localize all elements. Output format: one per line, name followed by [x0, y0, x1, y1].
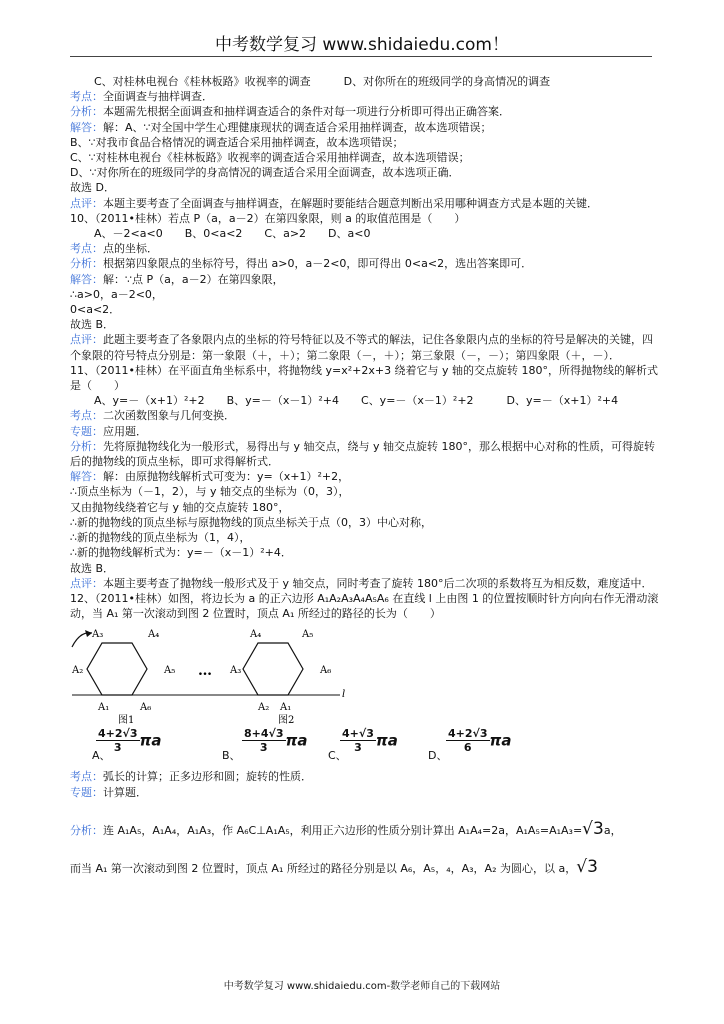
fig1-a3: A₃	[92, 629, 104, 641]
fig1-caption: 图1	[118, 715, 135, 727]
fig1-a5: A₅	[164, 665, 176, 677]
hexagon-fig2	[243, 643, 303, 695]
fig1-a4: A₄	[148, 629, 160, 641]
q11-jieda-2: ∴顶点坐标为（－1，2），与 y 轴交点的坐标为（0，3），	[70, 485, 350, 499]
label-kaodian: 考点：	[70, 90, 103, 104]
q12-option-b-fraction: $\frac{8+4√3}{3}$	[244, 727, 284, 755]
q11-options: A、y=－（x+1）²+2 B、y=－（x－1）²+4 C、y=－（x－1）²+2 D、y=－（x+1）²+4	[94, 394, 619, 408]
q12-option-a-fraction: $\frac{4+2√3}{3}$	[98, 727, 138, 755]
q11-jieda-3: 又由抛物线绕着它与 y 轴的交点旋转 180°，	[70, 500, 290, 514]
q11-stem: 11、（2011•桂林）在平面直角坐标系中，将抛物线 y=x²+2x+3 绕着它与 y 轴的交点旋转 180°，所得抛物线的解析式是（ ）	[70, 363, 659, 393]
q9-kaodian: 全面调查与抽样调查．	[103, 90, 213, 104]
q10-jieda-1: 解：∵点 P（a，a－2）在第四象限，	[103, 272, 284, 286]
q12-option-d-pia: πa	[489, 731, 512, 750]
q9-fenxi: 本题需先根据全面调查和抽样调查适合的条件对每一项进行分析即可得出正确答案．	[103, 105, 510, 119]
q10-options: A、－2<a<0 B、0<a<2 C、a>2 D、a<0	[94, 227, 371, 241]
q12-option-c-label: C、	[328, 749, 347, 763]
q10-kaodian: 点的坐标．	[103, 242, 158, 256]
q12-fenxi-sqrt3: √3	[582, 818, 604, 839]
label-jieda: 解答：	[70, 120, 103, 134]
label-dianping: 点评：	[70, 333, 103, 347]
label-fenxi: 分析：	[70, 823, 103, 837]
fig1-a6: A₆	[140, 702, 152, 714]
q12-fenxi-end: a，	[603, 823, 622, 837]
hexagon-diagram	[70, 625, 370, 727]
label-zhuanti: 专题：	[70, 424, 103, 438]
fig2-a2: A₂	[258, 702, 270, 714]
q9-dianping: 本题主要考查了全面调查与抽样调查，在解题时要能结合题意判断出采用哪种调查方式是本题的关键．	[103, 196, 598, 210]
q12-options	[70, 727, 660, 761]
page-header: 中考数学复习 www.shidaiedu.com！	[215, 35, 509, 55]
label-fenxi: 分析：	[70, 257, 103, 271]
q9-line-b: B、∵对我市食品合格情况的调查适合采用抽样调查，故本选项错误；	[70, 135, 404, 149]
q10-choice: 故选 B．	[70, 318, 115, 332]
q11-kaodian: 二次函数图象与几何变换．	[103, 409, 235, 423]
q9-line-d: D、∵对你所在的班级同学的身高情况的调查适合采用全面调查，故本选项正确．	[70, 166, 460, 180]
label-kaodian: 考点：	[70, 770, 103, 784]
q11-dianping: 本题主要考查了抛物线一般形式及于 y 轴交点，同时考查了旋转 180°后二次项的系数将互为相反数，难度适中．	[103, 576, 653, 590]
fig2-a1: A₁	[280, 702, 292, 714]
fig2-caption: 图2	[278, 715, 295, 727]
figure-dots: …	[198, 663, 212, 680]
q10-jieda-2: ∴a>0，a－2<0，	[70, 287, 163, 301]
label-kaodian: 考点：	[70, 242, 103, 256]
q11-jieda-5: ∴新的抛物线的顶点坐标为（1，4），	[70, 531, 251, 545]
q10-dianping: 此题主要考查了各象限内点的坐标的符号特征以及不等式的解法，记住各象限内点的坐标的符号是解决的关键，四个象限的符号特点分别是：第一象限（＋，＋）；第二象限（－，＋）；第三象限（－，－）；第四象限（＋，－）．	[70, 333, 653, 362]
q12-last-line: 而当 A₁ 第一次滚动到图 2 位置时，顶点 A₁ 所经过的路径分别是以 A₆，A₅，₄，A₃，A₂ 为圆心，以 a，	[70, 861, 577, 875]
q12-last-sqrt3: √3	[576, 856, 598, 877]
q12-option-c-pia: πa	[375, 731, 398, 750]
q11-zhuanti: 应用题．	[103, 424, 147, 438]
q9-line-c: C、∵对桂林电视台《桂林板路》收视率的调查适合采用抽样调查，故本选项错误；	[70, 151, 470, 165]
fig2-a3: A₃	[230, 665, 242, 677]
q10-fenxi: 根据第四象限点的坐标符号，得出 a>0，a－2<0，即可得出 0<a<2，选出答案即可．	[103, 257, 533, 271]
q12-option-b-pia: πa	[285, 731, 308, 750]
q9-jieda-a: 解：A、∵对全国中学生心理健康现状的调查适合采用抽样调查，故本选项错误；	[103, 120, 492, 134]
q11-fenxi: 先将原抛物线化为一般形式，易得出与 y 轴交点，绕与 y 轴交点旋转 180°，那么根据中心对称的性质，可得旋转后的抛物线的顶点坐标，即可求得解析式．	[70, 439, 655, 469]
fig2-a6: A₆	[320, 665, 332, 677]
label-fenxi: 分析：	[70, 439, 103, 453]
q9-choice: 故选 D．	[70, 181, 115, 195]
header-divider	[70, 56, 652, 57]
q11-jieda-4: ∴新的抛物线的顶点坐标与原抛物线的顶点坐标关于点（0，3）中心对称，	[70, 515, 432, 529]
q12-option-a-label: A、	[92, 749, 111, 763]
document-body	[70, 74, 660, 876]
label-dianping: 点评：	[70, 196, 103, 210]
q12-option-d-label: D、	[428, 749, 448, 763]
q11-choice: 故选 B．	[70, 561, 115, 575]
hexagon-fig1	[87, 643, 147, 695]
q12-option-c-fraction: $\frac{4+√3}{3}$	[342, 727, 374, 755]
label-fenxi: 分析：	[70, 105, 103, 119]
q12-option-d-fraction: $\frac{4+2√3}{6}$	[448, 727, 488, 755]
q10-stem: 10、（2011•桂林）若点 P（a，a－2）在第四象限，则 a 的取值范围是（ ）	[70, 211, 466, 225]
q12-stem: 12、（2011•桂林）如图，将边长为 a 的正六边形 A₁A₂A₃A₄A₅A₆ 在直线 l 上由图 1 的位置按顺时针方向向右作无滑动滚动，当 A₁ 第一次滚动到图 2 位置时，顶点 A₁ 所经过的路径的长为（ ）	[70, 591, 659, 621]
page-footer: 中考数学复习 www.shidaiedu.com-数学老师自己的下载网站	[223, 981, 501, 992]
q10-jieda-3: 0<a<2．	[70, 303, 121, 317]
fig2-a5: A₅	[302, 629, 314, 641]
label-jieda: 解答：	[70, 272, 103, 286]
q12-option-b-label: B、	[222, 749, 241, 763]
label-zhuanti: 专题：	[70, 785, 103, 799]
hexagon-figure	[70, 625, 660, 727]
fig1-a1: A₁	[98, 702, 110, 714]
q12-zhuanti: 计算题．	[103, 785, 147, 799]
label-dianping: 点评：	[70, 576, 103, 590]
q11-jieda-6: ∴新的抛物线解析式为：y=－（x－1）²+4．	[70, 546, 292, 560]
q12-kaodian: 弧长的计算；正多边形和圆；旋转的性质．	[103, 770, 312, 784]
q9-options-cd: C、对桂林电视台《桂林板路》收视率的调查 D、对你所在的班级同学的身高情况的调查	[94, 75, 551, 88]
line-l-label: l	[342, 689, 346, 701]
q12-fenxi: 连 A₁A₅，A₁A₄，A₁A₃，作 A₆C⊥A₁A₅，利用正六边形的性质分别计算出 A₁A₄=2a，A₁A₅=A₁A₃=	[103, 823, 583, 837]
q11-jieda-1: 解：由原抛物线解析式可变为：y=（x+1）²+2，	[103, 470, 350, 484]
fig1-a2: A₂	[72, 665, 84, 677]
label-jieda: 解答：	[70, 470, 103, 484]
fig2-a4: A₄	[250, 629, 262, 641]
label-kaodian: 考点：	[70, 409, 103, 423]
q12-option-a-pia: πa	[139, 731, 162, 750]
arrow-head	[85, 630, 92, 637]
